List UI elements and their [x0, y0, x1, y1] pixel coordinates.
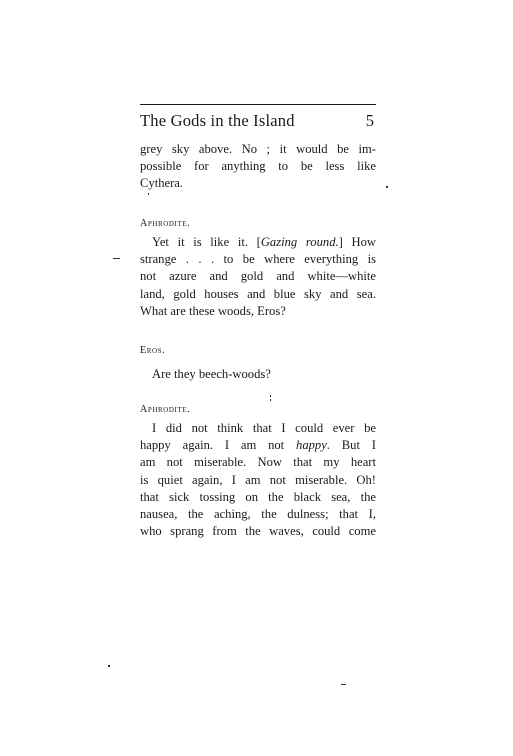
scan-speck — [108, 665, 110, 667]
header-rule — [140, 104, 376, 105]
speech-paragraph — [140, 420, 376, 540]
text-line: nausea, the aching, the dulness; that I, — [140, 506, 376, 521]
continuation-paragraph — [140, 141, 376, 193]
text-line: Cythera. — [140, 176, 184, 191]
scan-speck — [270, 395, 271, 397]
text-line — [140, 234, 376, 251]
emphasis: happy — [296, 438, 327, 453]
text-line: not azure and gold and white—white — [140, 269, 376, 284]
text-line — [140, 437, 376, 454]
scan-speck — [113, 258, 120, 259]
text-line: I did not think that I could ever be — [152, 421, 376, 435]
scan-speck — [386, 186, 388, 188]
text-line: Are they beech-woods? — [152, 367, 271, 381]
text-segment: happy again. I am not — [140, 438, 297, 453]
running-head — [140, 111, 376, 135]
text-line: is quiet again, I am not miserable. Oh! — [140, 472, 376, 487]
page-number: 5 — [365, 111, 374, 130]
running-title: The Gods in the Island — [140, 111, 295, 130]
speech-paragraph — [140, 366, 376, 383]
scan-speck — [270, 399, 271, 401]
text-line: am not miserable. Now that my heart — [140, 455, 376, 470]
scan-speck — [341, 684, 346, 685]
text-line: possible for anything to be less like — [140, 159, 376, 174]
text-line: that sick tossing on the black sea, the — [140, 489, 376, 504]
text-segment: Yet it is like it. [ — [152, 235, 261, 249]
text-line: What are these woods, Eros? — [140, 303, 286, 318]
text-line: grey sky above. No ; it would be im- — [140, 142, 376, 156]
text-line: land, gold houses and blue sky and sea. — [140, 286, 376, 301]
stage-direction: Gazing round. — [260, 235, 339, 249]
text-line: who sprang from the waves, could come — [140, 524, 376, 539]
speaker-name: Aphrodite. — [140, 218, 191, 229]
speaker-name: Eros. — [140, 345, 166, 356]
speaker-name: Aphrodite. — [140, 404, 191, 415]
scan-speck — [148, 193, 149, 195]
text-segment: . But I — [326, 438, 376, 453]
speech-paragraph — [140, 234, 376, 320]
text-line: strange . . . to be where everything is — [140, 252, 376, 267]
text-segment: ] How — [338, 235, 376, 249]
